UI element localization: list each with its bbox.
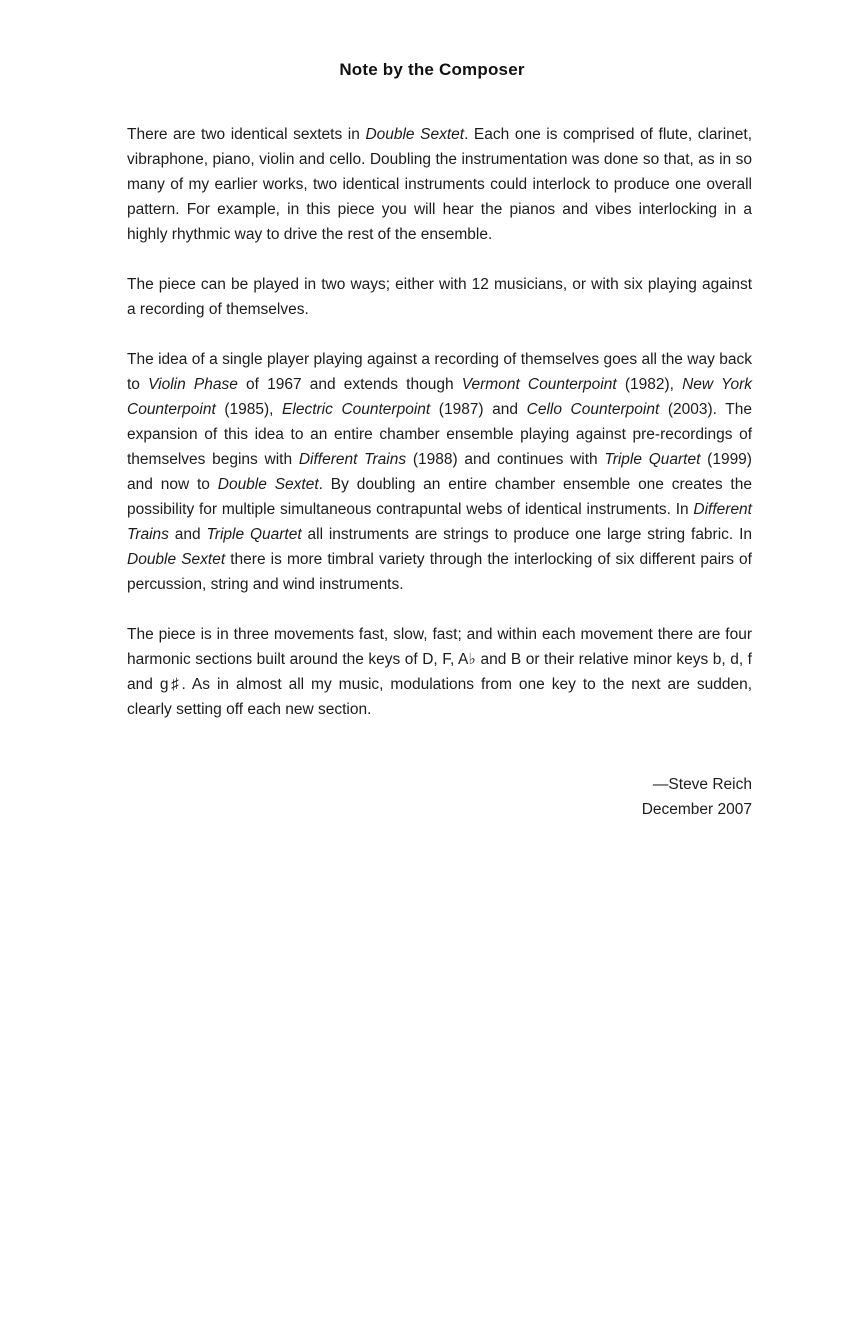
signature-block xyxy=(127,772,752,822)
text-run: There are two identical sextets in xyxy=(127,126,366,143)
work-title: Double Sextet xyxy=(217,476,319,493)
text-run: The piece can be played in two ways; either with 12 musicians, or with six playing against a recording of themselves. xyxy=(127,276,752,318)
page-title: Note by the Composer xyxy=(339,60,525,79)
text-run: (1987) and xyxy=(430,401,527,418)
text-run: (1999) and now to xyxy=(127,451,752,493)
signature-name: —Steve Reich xyxy=(652,776,752,793)
work-title: Vermont Counterpoint xyxy=(461,376,617,393)
signature-date: December 2007 xyxy=(641,801,752,818)
text-run: (1985), xyxy=(215,401,283,418)
text-run: (2003). The expansion of this idea to an entire chamber ensemble playing against pre-recordings of themselves begins with xyxy=(127,401,753,468)
paragraph xyxy=(127,622,752,722)
text-run: . Each one is comprised of flute, clarinet, vibraphone, piano, violin and cello. Doubling the instrumentation was done so that, as in so many of my earlier works, two identical instruments could interlock to produce one overall pattern. For example, in this piece you will hear the pianos and vibes interlocking in a highly rhythmic way to drive the rest of the ensemble. xyxy=(127,126,752,243)
work-title: Triple Quartet xyxy=(604,451,701,468)
paragraph xyxy=(127,272,752,322)
text-run: all instruments are strings to produce one large string fabric. In xyxy=(301,526,752,543)
text-run: of 1967 and extends though xyxy=(237,376,462,393)
text-run: and xyxy=(168,526,207,543)
work-title: Violin Phase xyxy=(148,376,238,393)
work-title: New York Counterpoint xyxy=(127,376,752,418)
paragraph xyxy=(127,347,752,597)
work-title: Different Trains xyxy=(298,451,407,468)
text-run: The idea of a single player playing against a recording of themselves goes all the way back to xyxy=(127,351,752,393)
work-title: Double Sextet xyxy=(127,551,226,568)
text-run: . By doubling an entire chamber ensemble one creates the possibility for multiple simultaneous contrapuntal webs of identical instruments. In xyxy=(127,476,752,518)
text-run: (1982), xyxy=(616,376,683,393)
work-title: Double Sextet xyxy=(365,126,465,143)
body-paragraphs xyxy=(127,122,752,722)
work-title: Electric Counterpoint xyxy=(282,401,431,418)
work-title: Triple Quartet xyxy=(206,526,302,543)
work-title: Cello Counterpoint xyxy=(526,401,660,418)
work-title: Different Trains xyxy=(127,501,752,543)
paragraph xyxy=(127,122,752,247)
text-run: there is more timbral variety through the interlocking of six different pairs of percussion, string and wind instruments. xyxy=(127,551,752,593)
text-run: The piece is in three movements fast, slow, fast; and within each movement there are four harmonic sections built around the keys of D, F, A♭ and B or their relative minor keys b, d, f and g♯. As in almost all my music, modulations from one key to the next are sudden, clearly setting off each new section. xyxy=(127,626,752,718)
text-run: (1988) and continues with xyxy=(406,451,605,468)
